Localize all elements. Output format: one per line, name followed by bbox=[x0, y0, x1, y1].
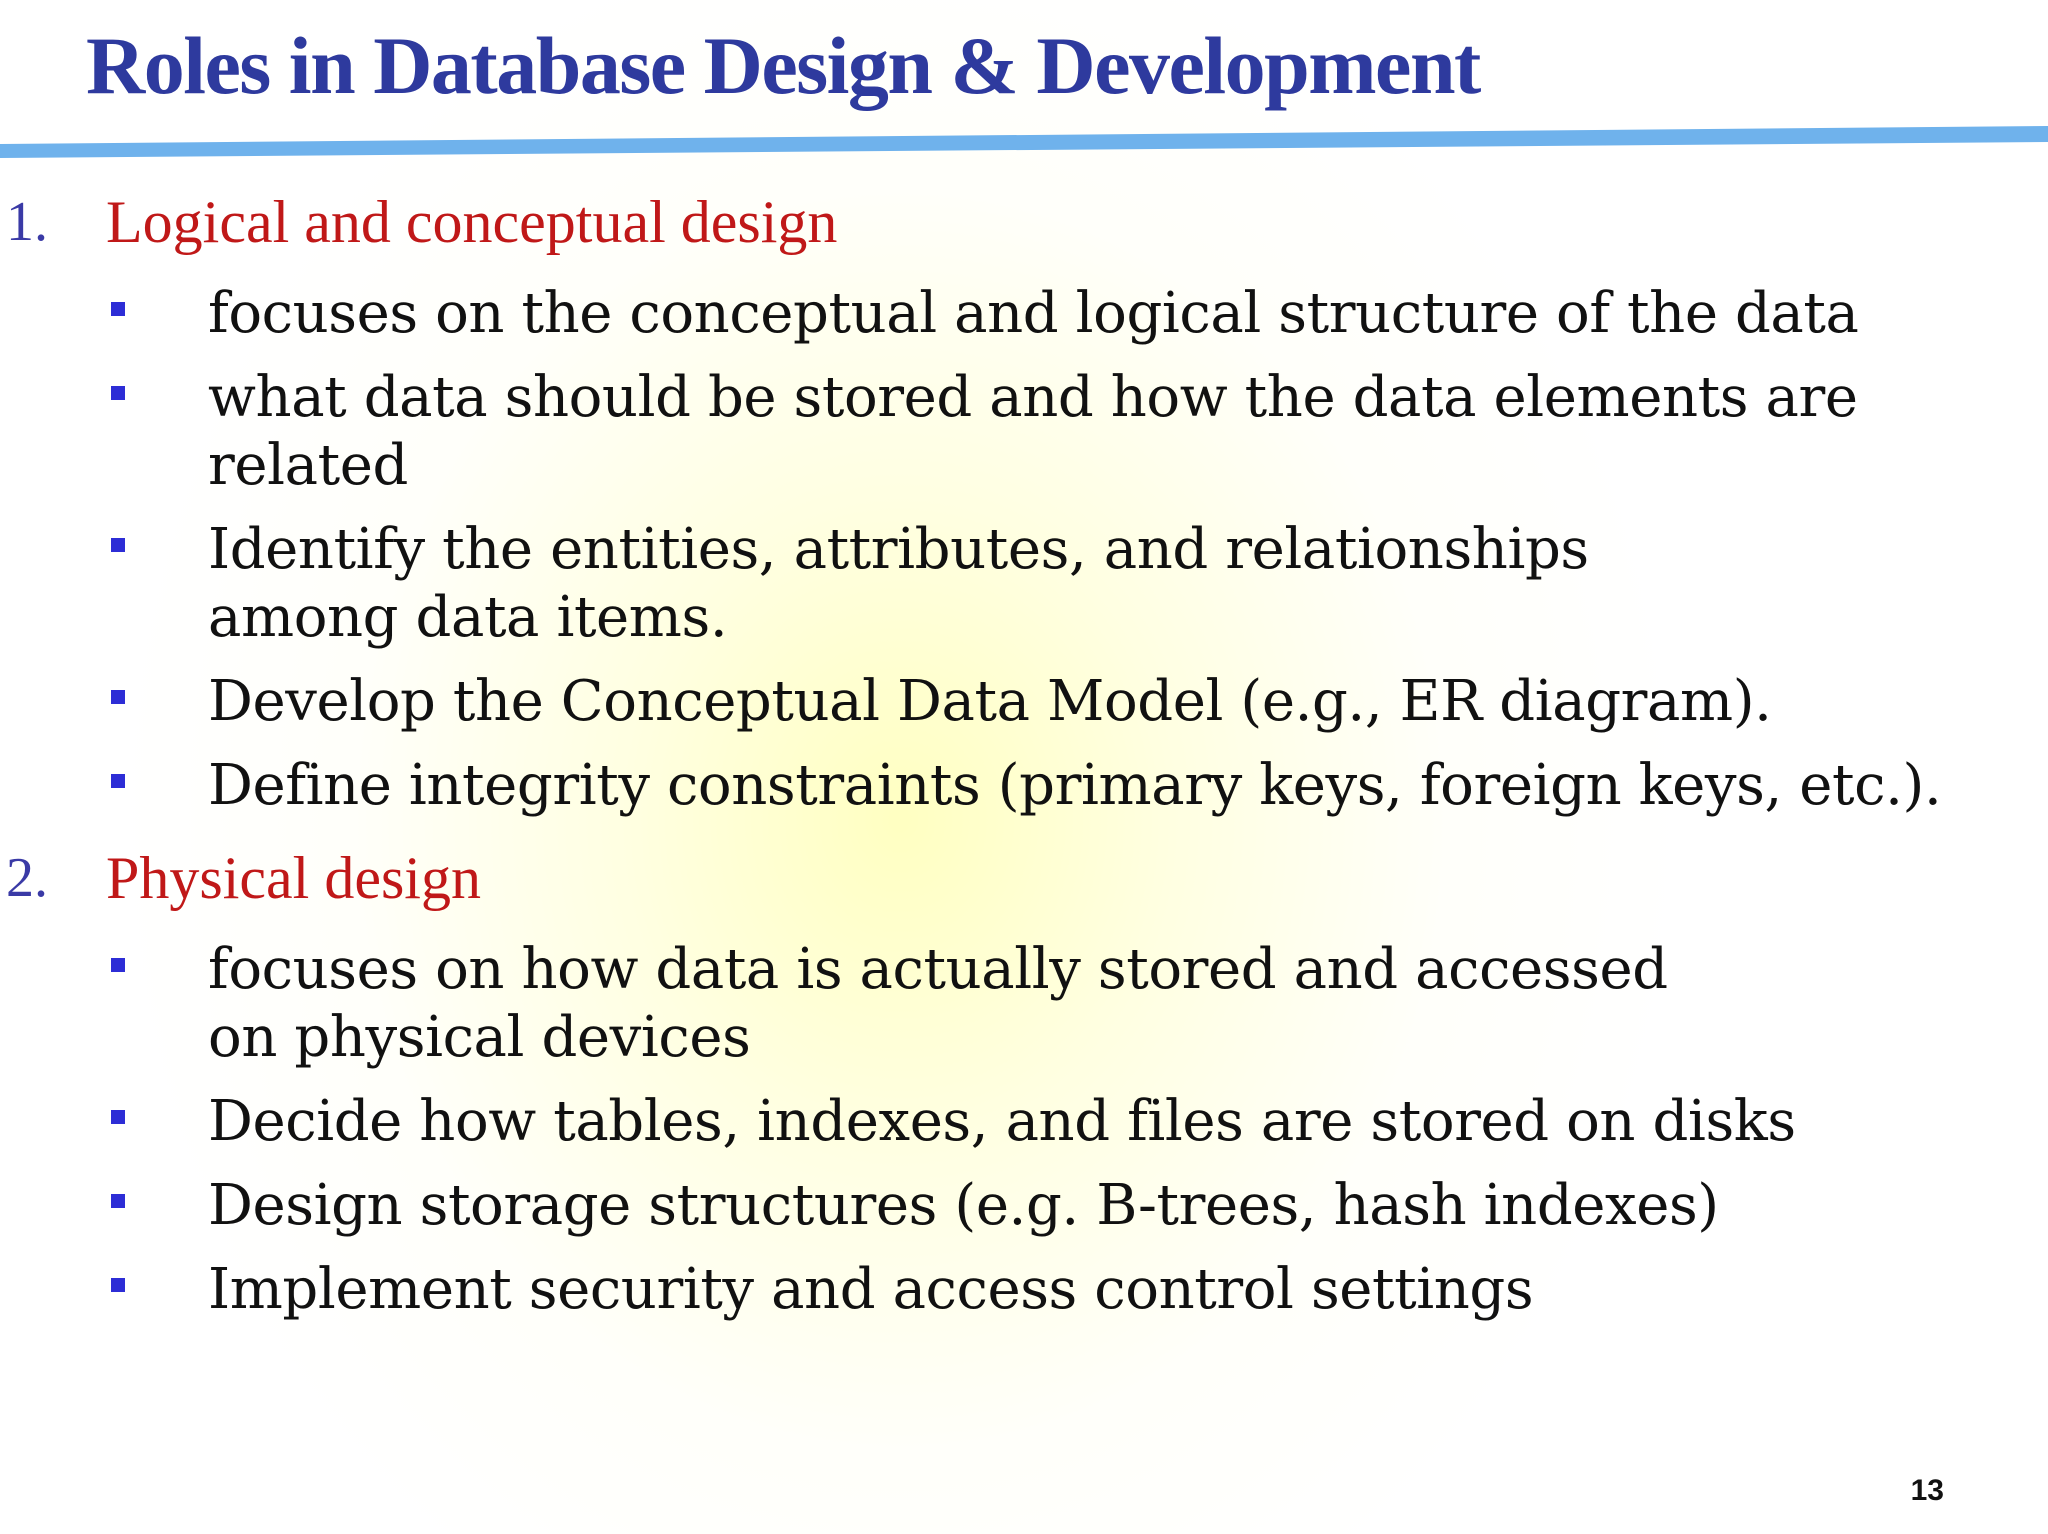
bullet-text: Define integrity constraints (primary keys, foreign keys, etc.). bbox=[208, 753, 1942, 818]
square-bullet-icon bbox=[111, 386, 125, 400]
section-heading bbox=[0, 832, 2048, 920]
square-bullet-icon bbox=[111, 1194, 125, 1208]
square-bullet-icon bbox=[111, 1110, 125, 1124]
section-heading bbox=[0, 176, 2048, 264]
bullet-text: Implement security and access control settings bbox=[208, 1257, 1534, 1322]
square-bullet-icon bbox=[111, 690, 125, 704]
bullet-text: Decide how tables, indexes, and files are stored on disks bbox=[208, 1089, 1796, 1154]
bullet-text: what data should be stored and how the data elements are related bbox=[208, 365, 1858, 498]
bullet-text: focuses on how data is actually stored and accessed on physical devices bbox=[208, 937, 1668, 1070]
bullet-item bbox=[0, 1088, 2048, 1156]
section-number: 2. bbox=[6, 847, 48, 909]
section-number: 1. bbox=[6, 191, 48, 253]
section-title: Physical design bbox=[106, 845, 481, 911]
slide-title: Roles in Database Design & Development bbox=[86, 20, 1480, 111]
bullet-text: Design storage structures (e.g. B-trees, hash indexes) bbox=[208, 1173, 1719, 1238]
bullet-item bbox=[0, 936, 2048, 1072]
bullet-item bbox=[0, 280, 2048, 348]
square-bullet-icon bbox=[111, 538, 125, 552]
bullet-item bbox=[0, 1256, 2048, 1324]
bullet-item bbox=[0, 364, 2048, 500]
bullet-text: Identify the entities, attributes, and relationships among data items. bbox=[208, 517, 1589, 650]
bullet-item bbox=[0, 1172, 2048, 1240]
page-number: 13 bbox=[1910, 1474, 1944, 1507]
bullet-item bbox=[0, 752, 2048, 820]
square-bullet-icon bbox=[111, 302, 125, 316]
square-bullet-icon bbox=[111, 1278, 125, 1292]
bullet-item bbox=[0, 516, 2048, 652]
slide-body bbox=[0, 176, 2048, 1324]
bullet-text: focuses on the conceptual and logical structure of the data bbox=[208, 281, 1859, 346]
section-title: Logical and conceptual design bbox=[106, 189, 838, 255]
section-physical-design bbox=[0, 832, 2048, 1324]
square-bullet-icon bbox=[111, 958, 125, 972]
section-logical-design bbox=[0, 176, 2048, 820]
square-bullet-icon bbox=[111, 774, 125, 788]
bullet-item bbox=[0, 668, 2048, 736]
bullet-text: Develop the Conceptual Data Model (e.g., ER diagram). bbox=[208, 669, 1772, 734]
